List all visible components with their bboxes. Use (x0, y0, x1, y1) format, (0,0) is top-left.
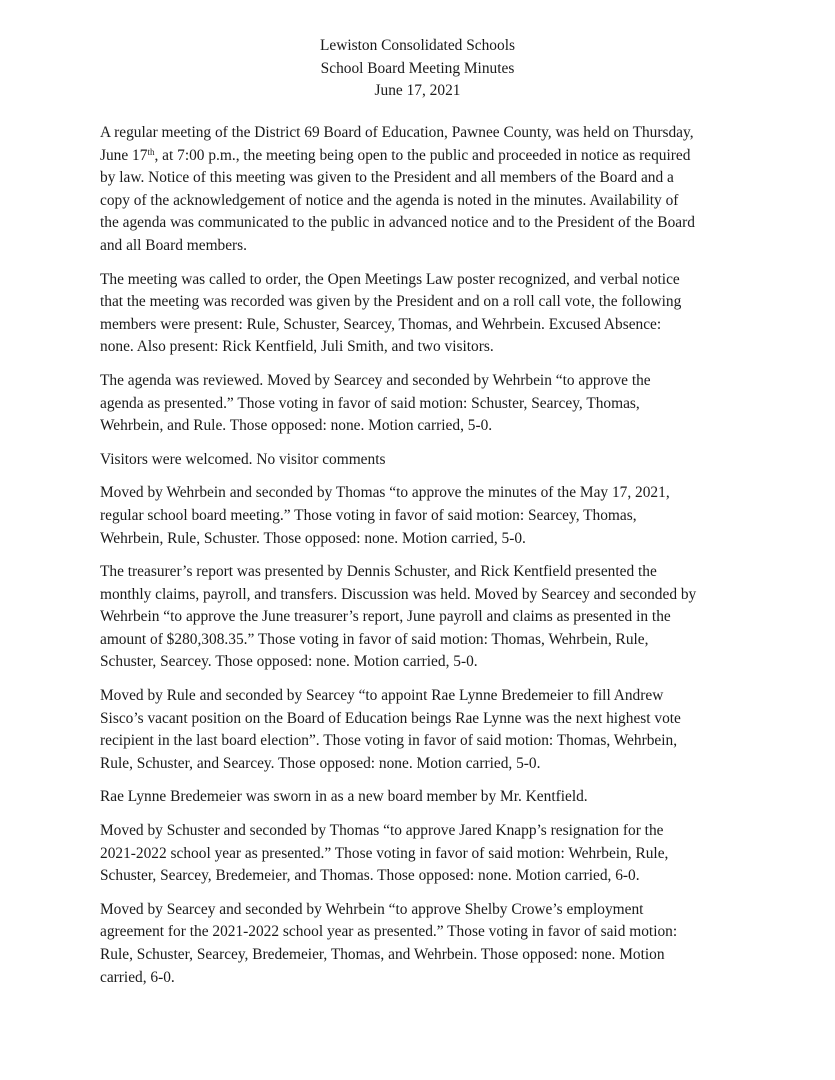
paragraph-resignation (100, 820, 740, 888)
text-line: Wehrbein “to approve the June treasurer’s report, June payroll and claims as presented in the (100, 608, 671, 626)
paragraph-agenda-approval (100, 370, 740, 438)
paragraph-call-to-order (100, 269, 740, 359)
document-header (0, 35, 835, 103)
text-line: 2021-2022 school year as presented.” Those voting in favor of said motion: Wehrbein, Rule, (100, 844, 669, 862)
text-line: Rule, Schuster, and Searcey. Those opposed: none. Motion carried, 5-0. (100, 754, 541, 772)
text-line: The meeting was called to order, the Open Meetings Law poster recognized, and verbal notice (100, 270, 680, 288)
text-line: none. Also present: Rick Kentfield, Juli Smith, and two visitors. (100, 338, 494, 356)
text-line: Sisco’s vacant position on the Board of Education beings Rae Lynne was the next highest vote (100, 709, 681, 727)
text-line: agreement for the 2021-2022 school year as presented.” Those voting in favor of said motion: (100, 923, 678, 941)
paragraph-visitors (100, 449, 740, 472)
paragraph-treasurer-report (100, 561, 740, 674)
paragraph-minutes-approval (100, 482, 740, 550)
text-line: Visitors were welcomed. No visitor comments (100, 450, 386, 468)
text-line: amount of $280,308.35.” Those voting in favor of said motion: Thomas, Wehrbein, Rule, (100, 630, 649, 648)
school-name: Lewiston Consolidated Schools (320, 37, 515, 54)
text-line: The treasurer’s report was presented by Dennis Schuster, and Rick Kentfield presented the (100, 563, 657, 581)
text-line: Moved by Rule and seconded by Searcey “to appoint Rae Lynne Bredemeier to fill Andrew (100, 687, 664, 705)
text-line: The agenda was reviewed. Moved by Searcey and seconded by Wehrbein “to approve the (100, 371, 651, 389)
text-line: Moved by Schuster and seconded by Thomas “to approve Jared Knapp’s resignation for the (100, 822, 664, 840)
text-line: Schuster, Searcey, Bredemeier, and Thomas. Those opposed: none. Motion carried, 6-0. (100, 867, 640, 885)
paragraph-employment-agreement (100, 899, 740, 989)
text-line: that the meeting was recorded was given by the President and on a roll call vote, the following (100, 293, 682, 311)
text-line: Schuster, Searcey. Those opposed: none. Motion carried, 5-0. (100, 653, 478, 671)
text-line: and all Board members. (100, 236, 248, 254)
ordinal-suffix: th (147, 146, 155, 157)
text-line: by law. Notice of this meeting was given to the President and all members of the Board and a (100, 169, 674, 187)
text-line: agenda as presented.” Those voting in favor of said motion: Schuster, Searcey, Thomas, (100, 394, 640, 412)
meeting-date: June 17, 2021 (374, 82, 461, 99)
text-line (100, 145, 740, 168)
text-line: Wehrbein, and Rule. Those opposed: none. Motion carried, 5-0. (100, 417, 493, 435)
paragraph-board-appointment (100, 685, 740, 775)
text-line: recipient in the last board election”. Those voting in favor of said motion: Thomas, Wehrbein, (100, 732, 678, 750)
text-line: Rae Lynne Bredemeier was sworn in as a new board member by Mr. Kentfield. (100, 788, 588, 806)
text-span: June 17 (100, 146, 148, 164)
text-line: Moved by Searcey and seconded by Wehrbein “to approve Shelby Crowe’s employment (100, 900, 644, 918)
text-line: carried, 6-0. (100, 968, 175, 986)
text-line: A regular meeting of the District 69 Board of Education, Pawnee County, was held on Thursday, (100, 124, 694, 141)
text-line: Rule, Schuster, Searcey, Bredemeier, Thomas, and Wehrbein. Those opposed: none. Motion (100, 946, 665, 963)
text-line: Moved by Wehrbein and seconded by Thomas “to approve the minutes of the May 17, 2021, (100, 484, 670, 502)
text-line: Wehrbein, Rule, Schuster. Those opposed: none. Motion carried, 5-0. (100, 529, 526, 547)
document-body (100, 122, 740, 1000)
paragraph-meeting-notice (100, 122, 740, 258)
text-span: , at 7:00 p.m., the meeting being open to the public and proceeded in notice as required (154, 146, 691, 164)
text-line: copy of the acknowledgement of notice and the agenda is noted in the minutes. Availability of (100, 191, 679, 209)
text-line: members were present: Rule, Schuster, Searcey, Thomas, and Wehrbein. Excused Absence: (100, 315, 662, 333)
text-line: regular school board meeting.” Those voting in favor of said motion: Searcey, Thomas, (100, 506, 637, 524)
text-line: monthly claims, payroll, and transfers. Discussion was held. Moved by Searcey and seconded by (100, 585, 697, 603)
paragraph-sworn-in (100, 786, 740, 809)
text-line: the agenda was communicated to the public in advanced notice and to the President of the Board (100, 214, 695, 232)
document-title: School Board Meeting Minutes (320, 59, 515, 77)
